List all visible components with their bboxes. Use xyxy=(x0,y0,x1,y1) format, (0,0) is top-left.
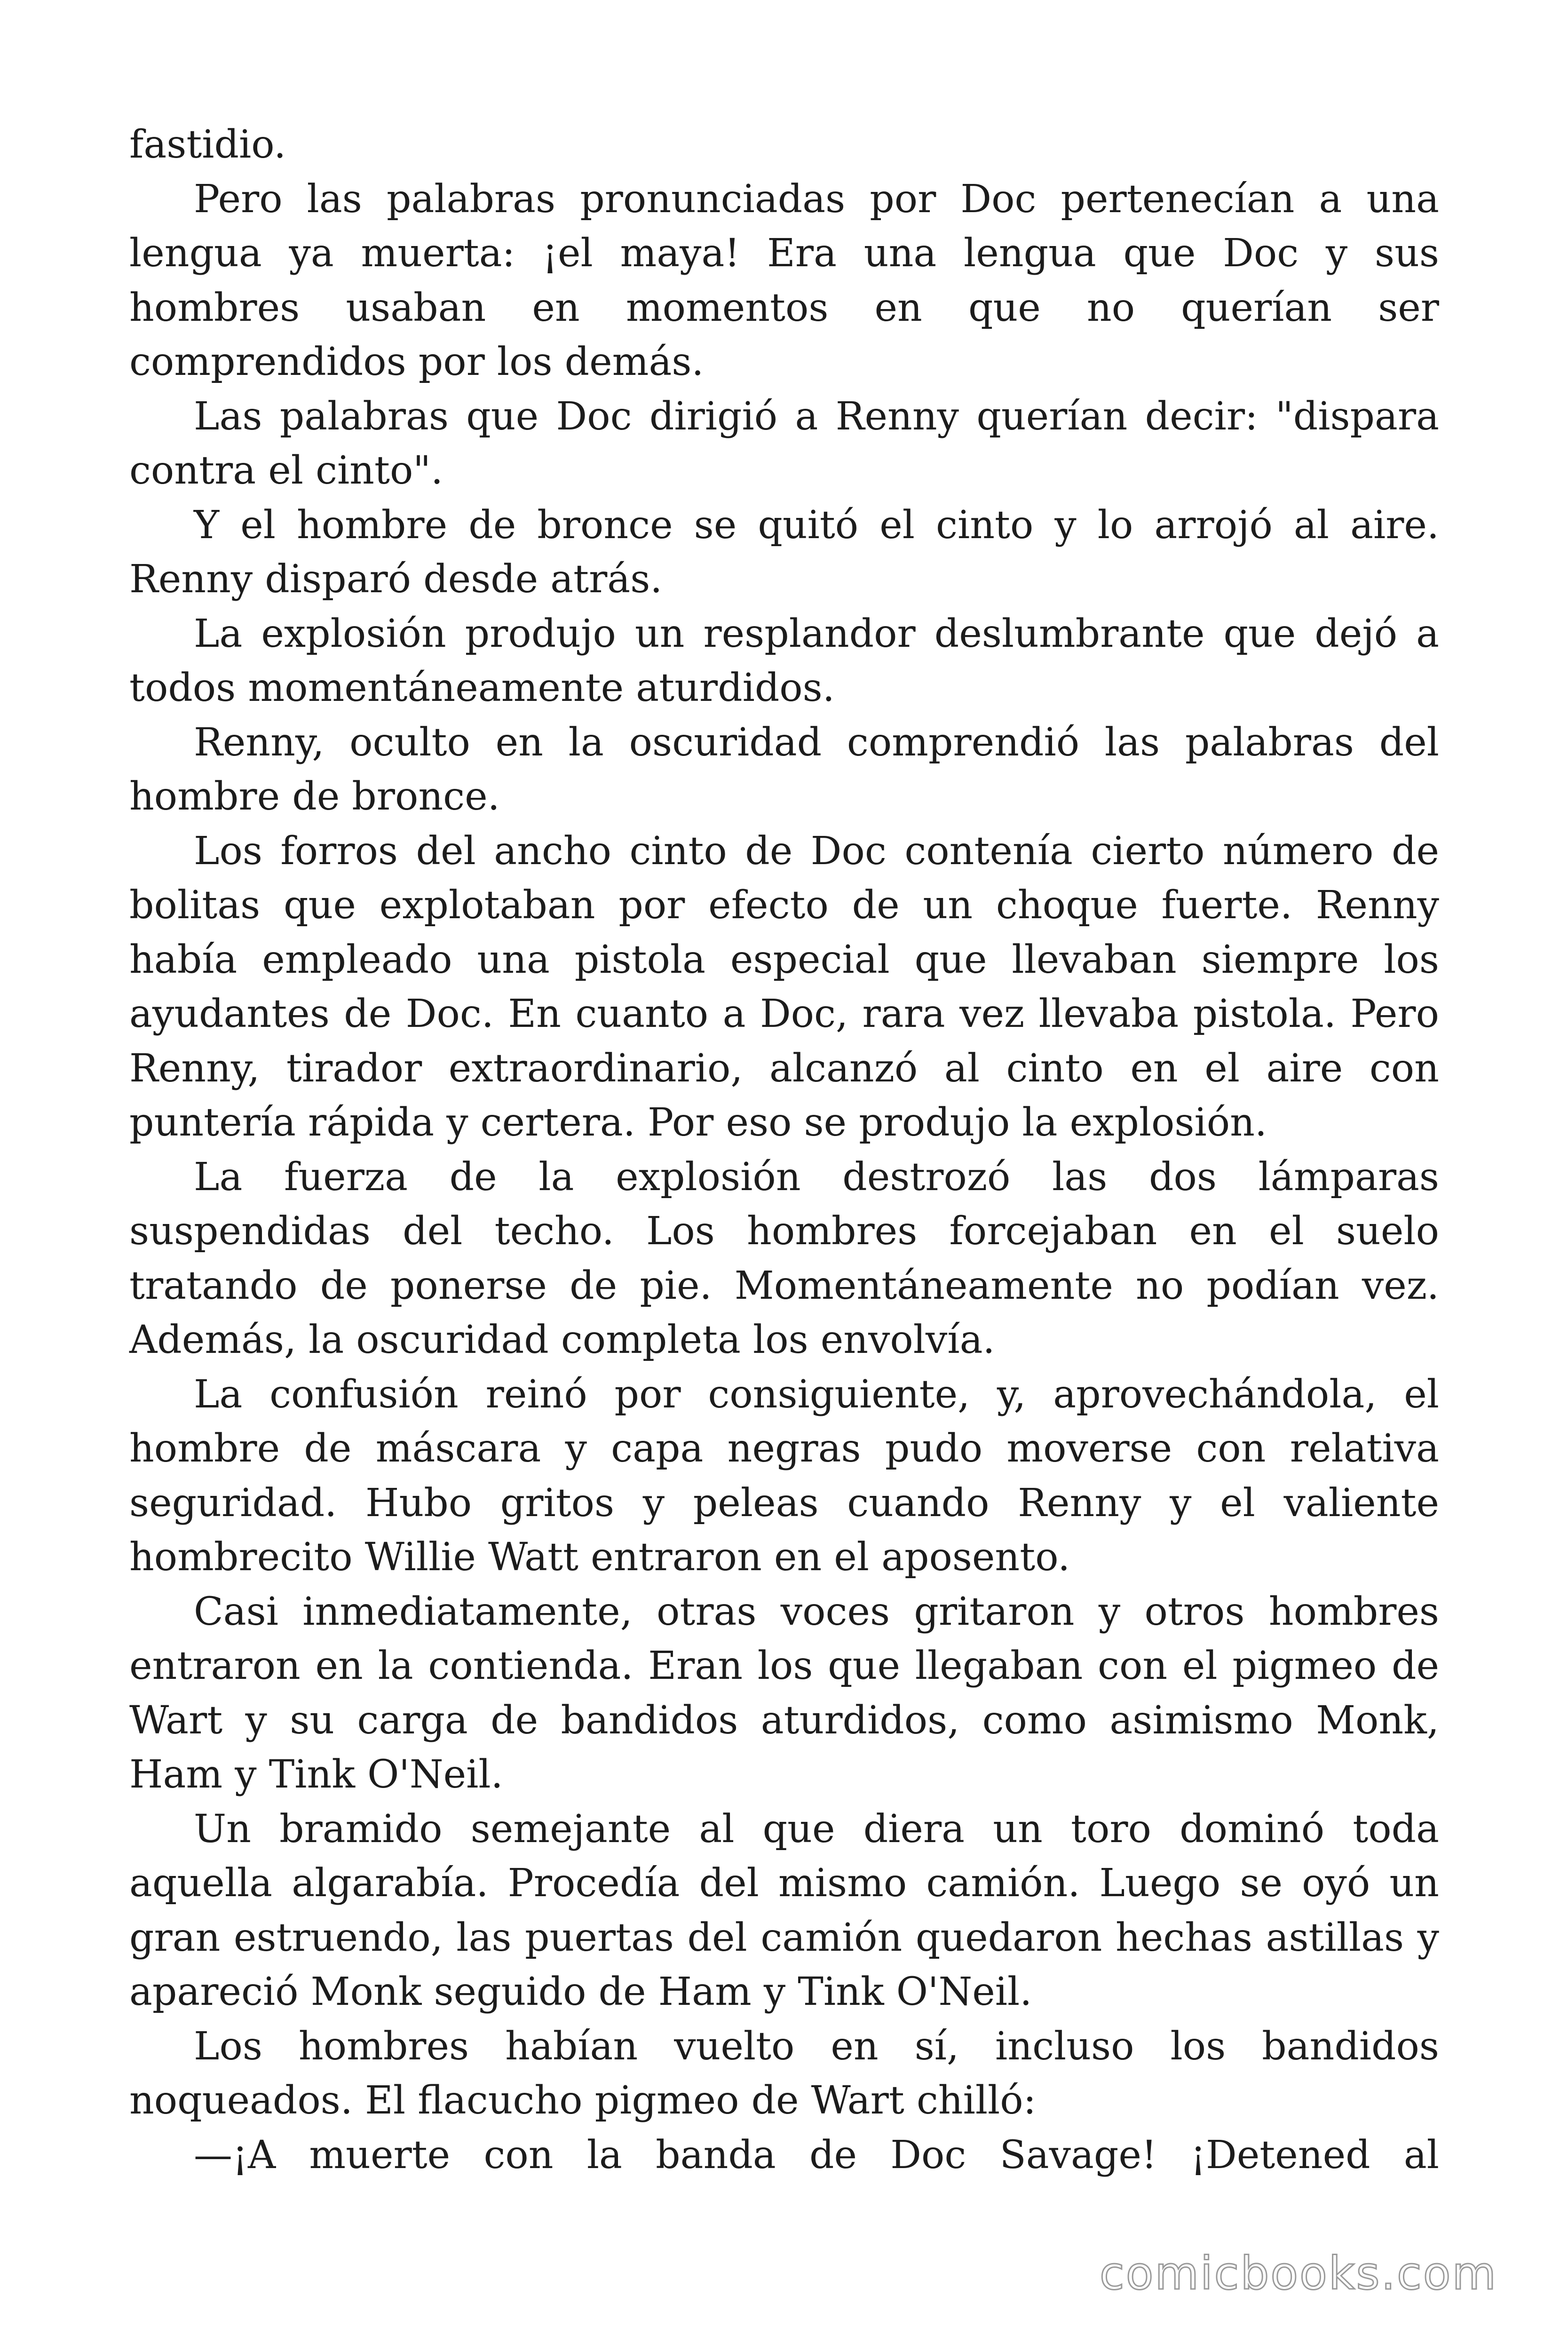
paragraph: Las palabras que Doc dirigió a Renny querían decir: "dispara contra el cinto". xyxy=(129,394,1439,493)
paragraph: Los forros del ancho cinto de Doc contenía cierto número de bolitas que explotaban por efecto de un choque fuerte. Renny había empleado una pistola especial que llevaban siempre los ayudantes de Doc. En cuanto a Doc, rara vez llevaba pistola. Pero Renny, tirador extraordinario, alcanzó al cinto en el aire con puntería rápida y certera. Por eso se produjo la explosión. xyxy=(129,828,1439,1145)
paragraph: Pero las palabras pronunciadas por Doc pertenecían a una lengua ya muerta: ¡el maya! Era una lengua que Doc y sus hombres usaban en momentos en que no querían ser comprendidos por los demás. xyxy=(129,176,1439,384)
book-page-text xyxy=(129,118,1439,2182)
paragraph: Un bramido semejante al que diera un toro dominó toda aquella algarabía. Procedía del mismo camión. Luego se oyó un gran estruendo, las puertas del camión quedaron hechas astillas y apareció Monk seguido de Ham y Tink O'Neil. xyxy=(129,1806,1439,2014)
paragraph: La confusión reinó por consiguiente, y, aprovechándola, el hombre de máscara y capa negras pudo moverse con relativa seguridad. Hubo gritos y peleas cuando Renny y el valiente hombrecito Willie Watt entraron en el aposento. xyxy=(129,1372,1439,1580)
paragraph: Los hombres habían vuelto en sí, incluso los bandidos noqueados. El flacucho pigmeo de Wart chilló: xyxy=(129,2024,1439,2123)
paragraph: Renny, oculto en la oscuridad comprendió las palabras del hombre de bronce. xyxy=(129,720,1439,819)
paragraph: La explosión produjo un resplandor deslumbrante que dejó a todos momentáneamente aturdidos. xyxy=(129,611,1439,710)
paragraph: —¡A muerte con la banda de Doc Savage! ¡Detened al xyxy=(194,2132,1439,2177)
paragraph: La fuerza de la explosión destrozó las dos lámparas suspendidas del techo. Los hombres forcejaban en el suelo tratando de ponerse de pie. Momentáneamente no podían vez. Además, la oscuridad completa los envolvía. xyxy=(129,1154,1439,1362)
paragraph: Y el hombre de bronce se quitó el cinto y lo arrojó al aire. Renny disparó desde atrás. xyxy=(129,502,1439,602)
paragraph: fastidio. xyxy=(129,122,286,167)
paragraph: Casi inmediatamente, otras voces gritaron y otros hombres entraron en la contienda. Eran los que llegaban con el pigmeo de Wart y su carga de bandidos aturdidos, como asimismo Monk, Ham y Tink O'Neil. xyxy=(129,1589,1439,1797)
watermark-logo: comicbooks.com xyxy=(1099,2247,1497,2300)
